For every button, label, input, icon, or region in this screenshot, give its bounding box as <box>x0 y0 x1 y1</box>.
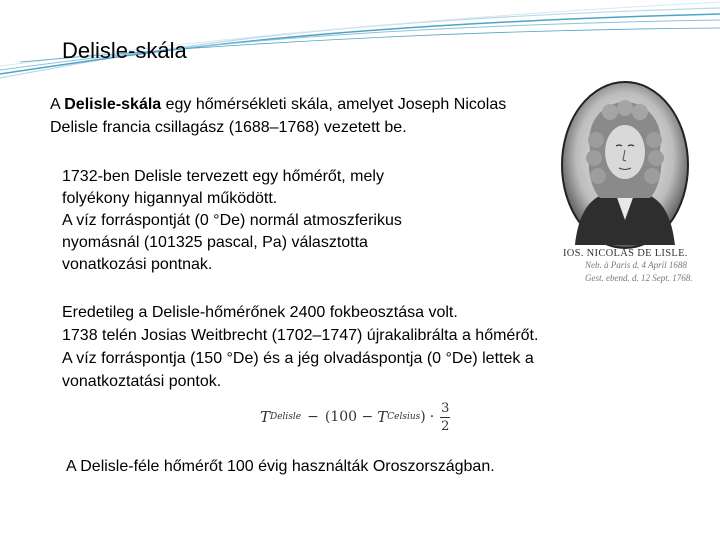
text-line: nyomásnál (101325 pascal, Pa) választotta <box>62 234 368 251</box>
conversion-formula <box>260 396 460 438</box>
paragraph-russia-usage: A Delisle-féle hőmérőt 100 évig használták Oroszországban. <box>66 458 495 475</box>
portrait-birth: Neb. à Paris d. 4 April 1688 <box>585 260 687 270</box>
formula-dot: · <box>429 409 435 425</box>
formula-lhs-var: T <box>260 408 271 426</box>
paragraph-recalibration <box>62 301 642 393</box>
formula-rhs-sub: Celsius <box>387 412 421 422</box>
text-line: A víz forráspontja (150 °De) és a jég olvadáspontja (0 °De) lettek a <box>62 350 534 367</box>
formula-minus: − <box>307 409 319 425</box>
text-line: 1732-ben Delisle tervezett egy hőmérőt, mely <box>62 168 384 185</box>
formula-numerator: 3 <box>441 400 450 416</box>
intro-prefix: A <box>50 96 65 113</box>
fraction-bar <box>440 417 450 418</box>
portrait-caption <box>563 248 693 285</box>
formula-open: (100 − <box>324 409 374 425</box>
formula-rhs-var: T <box>377 408 388 426</box>
formula-close: ) <box>420 409 426 425</box>
formula-denominator: 2 <box>441 418 450 434</box>
text-line: A víz forráspontját (0 °De) normál atmoszferikus <box>62 212 402 229</box>
slide-title: Delisle-skála <box>62 38 187 63</box>
paragraph-history-1732 <box>62 166 462 276</box>
formula-lhs-sub: Delisle <box>270 412 302 422</box>
formula-fraction <box>440 401 450 434</box>
text-line: 1738 telén Josias Weitbrecht (1702–1747) újrakalibrálta a hőmérőt. <box>62 327 539 344</box>
intro-rest: egy hőmérsékleti skála, amelyet Joseph Nicolas Delisle francia csillagász (1688–1768) vezetett be. <box>50 96 507 136</box>
text-line: vonatkoztatási pontok. <box>62 373 222 390</box>
text-line: Eredetileg a Delisle-hőmérőnek 2400 fokbeosztása volt. <box>62 304 458 321</box>
text-line: vonatkozási pontnak. <box>62 256 213 273</box>
text-line: folyékony higannyal működött. <box>62 190 278 207</box>
portrait-name: IOS. NICOLAS DE LISLE. <box>563 248 688 259</box>
intro-bold-term: Delisle-skála <box>64 96 162 113</box>
portrait-death: Gest. ebend. d. 12 Sept. 1768. <box>585 273 693 283</box>
intro-paragraph <box>50 93 550 139</box>
delisle-portrait-image <box>560 80 690 250</box>
